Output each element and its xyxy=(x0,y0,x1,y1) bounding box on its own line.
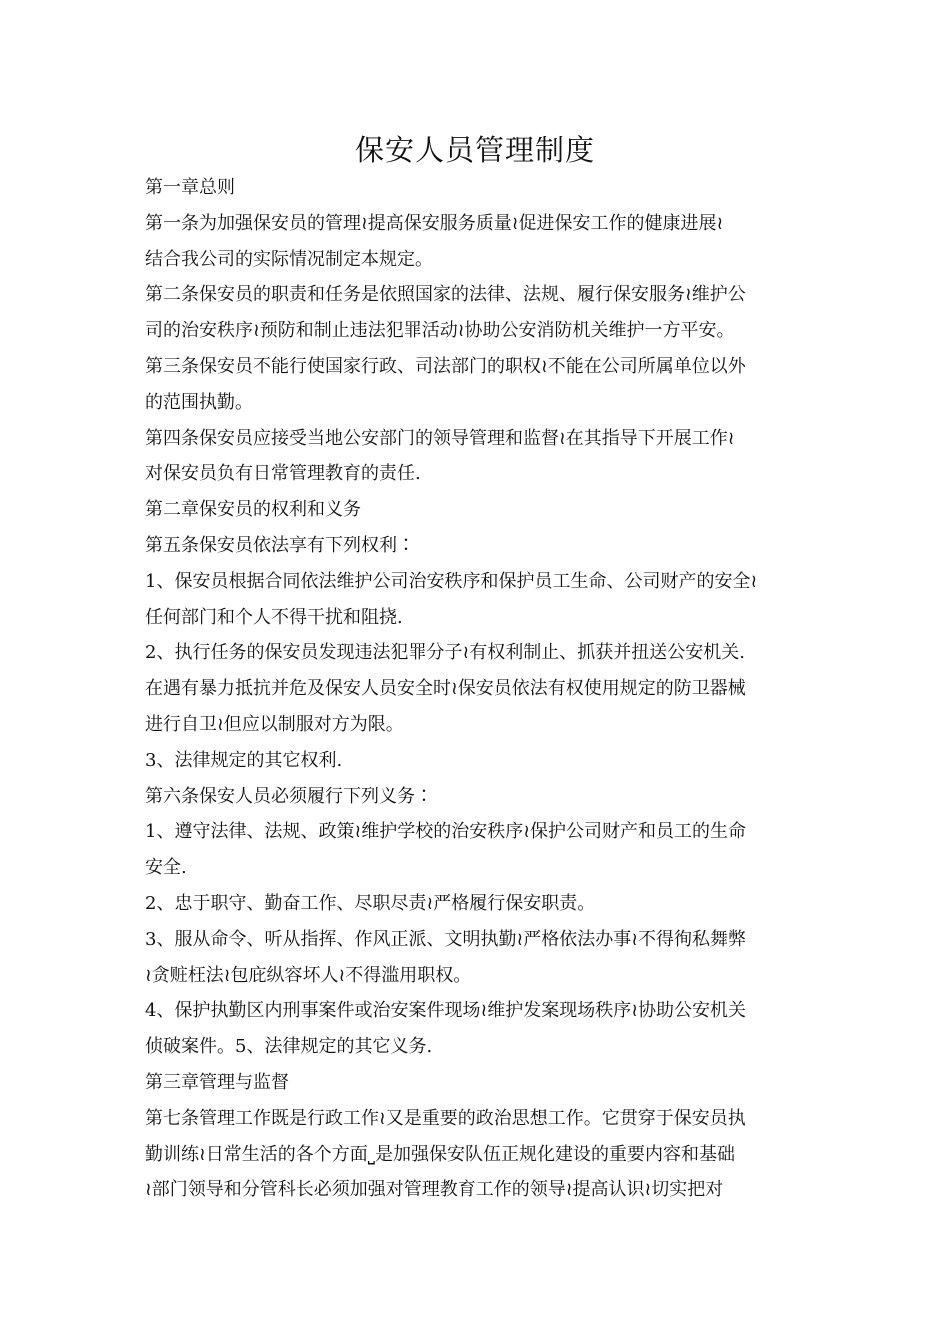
text-line: 第五条保安员依法享有下列权利∶ xyxy=(145,534,415,556)
text-line: 4、保护执勤区内刑事案件或治安案件现场≀维护发案现场秩序≀协助公安机关 xyxy=(145,1000,746,1022)
text-line: 第三章管理与监督 xyxy=(145,1071,289,1093)
text-line: 对保安员负有日常管理教育的责任. xyxy=(145,463,421,485)
text-line: 第六条保安人员必须履行下列义务∶ xyxy=(145,785,433,807)
text-line: 第二条保安员的职责和任务是依照国家的法律、法规、履行保安服务≀维护公 xyxy=(145,284,746,306)
text-line: 2、执行任务的保安员发现违法犯罪分子≀有权利制止、抓获并扭送公安机关. xyxy=(145,642,745,664)
text-line: 3、服从命令、听从指挥、作风正派、文明执勤≀严格依法办事≀不得徇私舞弊 xyxy=(145,928,746,950)
text-line: ≀贪赃枉法≀包庇纵容坏人≀不得滥用职权。 xyxy=(145,964,472,986)
text-line: 安全. xyxy=(145,857,187,879)
text-line: 2、忠于职守、勤奋工作、尽职尽责≀严格履行保安职责。 xyxy=(145,892,596,914)
text-line: 第三条保安员不能行使国家行政、司法部门的职权≀不能在公司所属单位以外 xyxy=(145,355,746,377)
text-line: 勤训练≀日常生活的各个方面⎵是加强保安队伍正规化建设的重要内容和基础 xyxy=(145,1143,735,1165)
text-line: ≀部门领导和分管科长必须加强对管理教育工作的领导≀提高认识≀切实把对 xyxy=(145,1179,724,1201)
text-line: 第七条管理工作既是行政工作≀又是重要的政治思想工作。它贯穿于保安员执 xyxy=(145,1107,746,1129)
text-line: 第四条保安员应接受当地公安部门的领导管理和监督≀在其指导下开展工作≀ xyxy=(145,427,735,449)
text-line: 在遇有暴力抵抗并危及保安人员安全时≀保安员依法有权使用规定的防卫器械 xyxy=(145,678,746,700)
document-body xyxy=(145,170,817,1208)
text-line: 3、法律规定的其它权利. xyxy=(145,749,343,771)
text-line: 任何部门和个人不得干扰和阻挠. xyxy=(145,606,403,628)
document-title: 保安人员管理制度 xyxy=(354,133,595,167)
text-line: 司的治安秩序≀预防和制止违法犯罪活动≀协助公安消防机关维护一方平安。 xyxy=(145,320,735,342)
text-line: 结合我公司的实际情况制定本规定。 xyxy=(145,248,433,270)
text-line: 的范围执勤。 xyxy=(145,391,253,413)
text-line: 第一章总则 xyxy=(145,177,235,198)
text-line: 第一条为加强保安员的管理≀提高保安服务质量≀促进保安工作的健康进展≀ xyxy=(145,212,724,234)
text-line: 1、遵守法律、法规、政策≀维护学校的治安秩序≀保护公司财产和员工的生命 xyxy=(145,821,746,843)
text-line: 进行自卫≀但应以制服对方为限。 xyxy=(145,713,404,735)
text-line: 侦破案件。5、法律规定的其它义务. xyxy=(145,1036,433,1058)
text-line: 1、保安员根据合同依法维护公司治安秩序和保护员工生命、公司财产的安全≀ xyxy=(145,570,758,592)
text-line: 第二章保安员的权利和义务 xyxy=(145,499,361,521)
